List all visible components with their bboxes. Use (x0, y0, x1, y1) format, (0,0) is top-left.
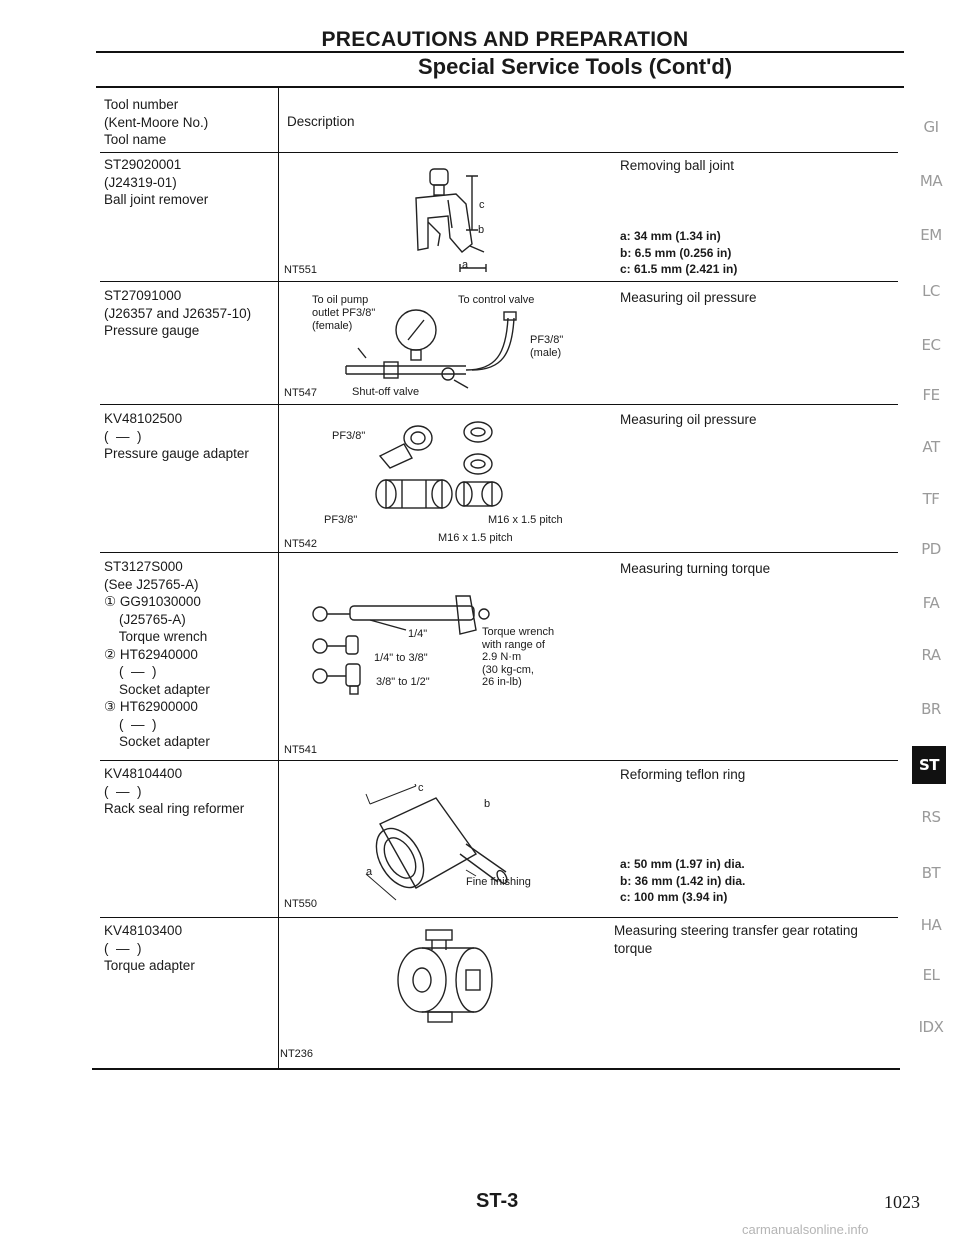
drawing-label: Fine finishing (466, 876, 531, 888)
section-tab-em[interactable]: EM (920, 226, 942, 244)
desc-reforming-teflon-ring: Reforming teflon ring (620, 767, 746, 782)
drawing-label: M16 x 1.5 pitch (438, 532, 513, 544)
drawing-label: PF3/8" (male) (530, 334, 564, 359)
column-header-tool: Tool number (Kent-Moore No.) Tool name (104, 97, 209, 147)
drawing-label: PF3/8" (324, 514, 358, 526)
drawing-label: b (484, 798, 491, 810)
column-header-description: Description (287, 114, 355, 129)
desc-measuring-oil-pressure: Measuring oil pressure (620, 290, 757, 305)
specs-ball-joint-remover: a: 34 mm (1.34 in) b: 6.5 mm (0.256 in) c: 61.5 mm (2.421 in) (620, 229, 738, 276)
figure-code: NT547 (284, 387, 318, 399)
section-tab-st-active[interactable]: ST (912, 746, 946, 784)
seal-ring-reformer-drawing (356, 784, 516, 904)
tool-pressure-gauge: ST27091000 (J26357 and J26357-10) Pressure gauge (104, 288, 252, 338)
section-tab-el[interactable]: EL (922, 966, 940, 984)
drawing-label: To oil pump outlet PF3/8" (female) (312, 294, 376, 332)
ball-joint-remover-drawing (400, 166, 510, 276)
drawing-label: a (366, 866, 373, 878)
column-divider (278, 88, 279, 1070)
desc-measuring-turning-torque: Measuring turning torque (620, 561, 771, 576)
section-tab-rs[interactable]: RS (921, 808, 941, 826)
page-number: 1023 (884, 1192, 920, 1212)
drawing-label: Shut-off valve (352, 386, 420, 398)
header-rule (96, 86, 904, 88)
drawing-label: 3/8" to 1/2" (376, 676, 430, 688)
section-tab-at[interactable]: AT (922, 438, 940, 456)
page-subtitle: Special Service Tools (Cont'd) (418, 54, 733, 79)
desc-removing-ball-joint: Removing ball joint (620, 158, 735, 173)
drawing-label: a (462, 259, 469, 271)
gauge-adapter-drawing (360, 418, 520, 518)
section-tab-ma[interactable]: MA (919, 172, 943, 190)
section-tab-pd[interactable]: PD (921, 540, 941, 558)
drawing-label: c (418, 782, 424, 794)
figure-code: NT541 (284, 744, 318, 756)
drawing-label: To control valve (458, 294, 535, 306)
figure-code: NT550 (284, 898, 318, 910)
section-tab-tf[interactable]: TF (922, 490, 940, 508)
table-bottom-rule (92, 1068, 900, 1070)
section-tab-ec[interactable]: EC (921, 336, 941, 354)
desc-measuring-steering-transfer-gear: Measuring steering transfer gear rotating torque (614, 923, 858, 956)
tool-pressure-gauge-adapter: KV48102500 ( — ) Pressure gauge adapter (104, 411, 249, 461)
tool-torque-wrench-set: ST3127S000 (See J25765-A) ① GG91030000 (J25765-A) Torque wrench ② HT62940000 ( — ) Socket adapter ③ HT62900000 ( — ) Socket adapter (104, 559, 210, 749)
row-divider (100, 281, 898, 282)
section-tab-lc[interactable]: LC (922, 282, 940, 300)
specs-rack-seal-ring-reformer: a: 50 mm (1.97 in) dia. b: 36 mm (1.42 in) dia. c: 100 mm (3.94 in) (620, 857, 746, 904)
section-tab-ha[interactable]: HA (920, 916, 942, 934)
figure-code: NT551 (284, 264, 318, 276)
title-rule (96, 51, 904, 53)
drawing-label: 1/4" to 3/8" (374, 652, 428, 664)
drawing-label: b (478, 224, 485, 236)
section-tab-gi[interactable]: GI (923, 118, 939, 136)
row-divider (100, 152, 898, 153)
desc-measuring-oil-pressure: Measuring oil pressure (620, 412, 757, 427)
drawing-label: 1/4" (408, 628, 428, 640)
row-divider (100, 917, 898, 918)
section-tab-ra[interactable]: RA (921, 646, 941, 664)
tool-torque-adapter: KV48103400 ( — ) Torque adapter (104, 923, 195, 973)
page-title: PRECAUTIONS AND PREPARATION (321, 28, 689, 51)
drawing-label: PF3/8" (332, 430, 366, 442)
row-divider (100, 552, 898, 553)
section-tab-idx[interactable]: IDX (918, 1018, 944, 1036)
tool-rack-seal-ring-reformer: KV48104400 ( — ) Rack seal ring reformer (104, 766, 245, 816)
torque-adapter-drawing (392, 928, 502, 1028)
section-tab-fe[interactable]: FE (922, 386, 940, 404)
row-divider (100, 760, 898, 761)
drawing-label: M16 x 1.5 pitch (488, 514, 563, 526)
section-tab-bt[interactable]: BT (921, 864, 941, 882)
section-page-code: ST-3 (476, 1190, 519, 1212)
tool-ball-joint-remover: ST29020001 (J24319-01) Ball joint remover (104, 157, 209, 207)
torque-wrench-drawing (310, 590, 490, 700)
drawing-label: c (479, 199, 485, 211)
watermark: carmanualsonline.info (742, 1222, 869, 1237)
drawing-label: Torque wrench with range of 2.9 N·m (30 kg-cm, 26 in-lb) (482, 626, 555, 688)
section-tab-br[interactable]: BR (921, 700, 941, 718)
figure-code: NT236 (280, 1048, 314, 1060)
row-divider (100, 404, 898, 405)
pressure-gauge-drawing (336, 304, 536, 390)
section-tab-fa[interactable]: FA (922, 594, 940, 612)
figure-code: NT542 (284, 538, 318, 550)
